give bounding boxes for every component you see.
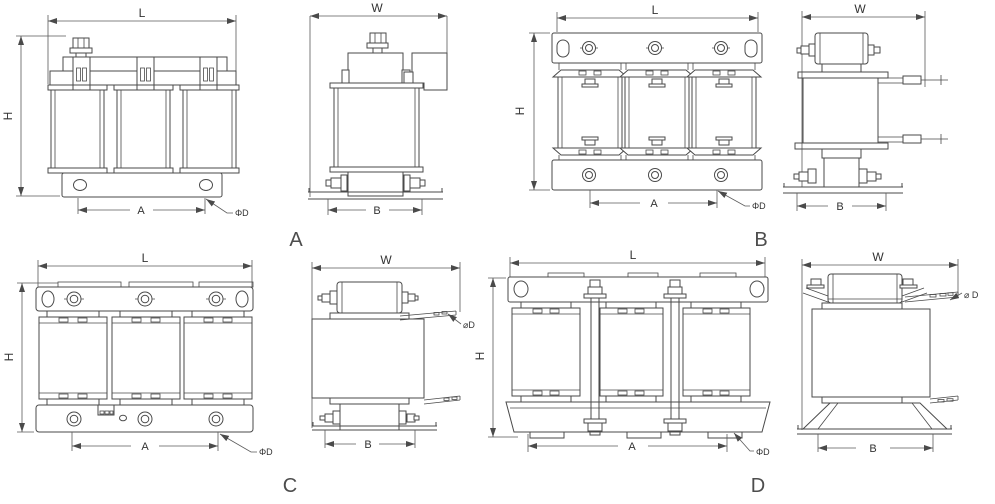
hole-diameter-label: ⌀D [463, 320, 475, 330]
hole-diameter-callout [206, 199, 249, 218]
dim-label-hole-spacing: A [141, 441, 149, 453]
group-label-c: C [282, 475, 298, 497]
dim-label-foot-spacing: B [869, 443, 877, 455]
coil-3 [687, 63, 761, 160]
terminal-box [342, 53, 447, 90]
dim-label-length: L [138, 6, 146, 20]
bracket-hole-diameter-callout [448, 314, 475, 330]
drawing-a-front-view [1, 6, 249, 218]
dim-label-length: L [651, 3, 659, 17]
top-coil-side [318, 282, 418, 313]
coil-2 [112, 311, 180, 405]
bottom-clamp [794, 149, 881, 187]
hole-diameter-label: ΦD [756, 447, 770, 457]
wire-terminals [878, 75, 948, 144]
dim-label-length: L [629, 248, 637, 262]
bottom-mounting-bracket [930, 396, 958, 403]
top-clamp-bar [508, 273, 768, 302]
base-skirt [797, 403, 952, 434]
mounting-base [62, 173, 222, 197]
dim-label-width: W [872, 250, 884, 264]
top-coil-side [803, 274, 927, 303]
height-dimension [513, 33, 550, 190]
coil-3 [184, 311, 252, 405]
dim-label-foot-spacing: B [836, 201, 844, 213]
hole-spacing-dimension [78, 198, 205, 217]
foot-spacing-dimension [818, 434, 933, 455]
hole-diameter-label: ΦD [259, 447, 273, 457]
coil-1 [39, 311, 107, 405]
hole-diameter-label: ΦD [235, 208, 249, 218]
dim-label-width: W [380, 253, 392, 267]
dim-label-hole-spacing: A [137, 205, 145, 217]
dim-label-hole-spacing: A [628, 441, 636, 453]
coil-windings [48, 85, 239, 173]
hole-diameter-callout [718, 191, 766, 211]
coil-2 [600, 302, 663, 402]
dim-label-width: W [371, 1, 383, 15]
dim-label-hole-spacing: A [650, 198, 658, 210]
hole-spacing-dimension [590, 190, 717, 210]
coil-body [312, 313, 424, 404]
foot-spacing-dimension [328, 199, 422, 217]
hole-diameter-label: ⌀ D [964, 290, 979, 300]
width-dimension [310, 1, 447, 197]
width-dimension [312, 253, 460, 428]
coil-body [812, 303, 930, 403]
drawing-c-side-view [312, 253, 475, 451]
top-coil-side [797, 33, 880, 72]
foot-spacing-dimension [325, 430, 415, 451]
coil-2 [620, 63, 694, 160]
top-clamp-bar [552, 33, 762, 63]
terminal-bolt [367, 33, 388, 53]
drawing-b-side-view [783, 2, 948, 213]
width-dimension [802, 2, 925, 187]
tie-rod-1 [584, 280, 606, 435]
terminal-bolt [70, 38, 92, 57]
mounting-feet [312, 422, 437, 430]
drawing-a-side-view [308, 1, 447, 217]
group-label-b: B [754, 229, 768, 251]
coil-3 [683, 302, 750, 402]
bottom-clamp-bar [552, 160, 762, 190]
drawing-b-front-view [513, 3, 766, 211]
drawing-d-side-view [797, 250, 979, 455]
drawing-c-front-view [2, 251, 273, 457]
coil-body [795, 72, 888, 149]
coil-1 [553, 63, 627, 160]
dim-label-height: H [513, 106, 527, 116]
group-label-d: D [750, 475, 766, 497]
hole-diameter-label: ΦD [752, 201, 766, 211]
coil-body [330, 83, 423, 172]
length-dimension [557, 3, 758, 32]
bracket-hole-diameter-callout [950, 290, 979, 300]
top-clamp-bar [36, 282, 253, 311]
dim-label-foot-spacing: B [373, 205, 381, 217]
group-label-a: A [289, 229, 303, 251]
mounting-feet [783, 183, 903, 193]
bottom-base-bar [506, 402, 770, 438]
foot-spacing-dimension [797, 193, 886, 213]
dim-label-foot-spacing: B [364, 439, 372, 451]
bottom-mounting-bracket [424, 396, 460, 404]
hole-diameter-callout [220, 434, 273, 457]
bottom-clamp-bar [36, 405, 253, 432]
dim-label-height: H [2, 352, 16, 362]
dim-label-width: W [854, 2, 866, 16]
drawing-d-front-view [473, 248, 770, 457]
top-mounting-bracket [905, 292, 958, 302]
hole-spacing-dimension [72, 432, 218, 453]
dim-label-length: L [141, 251, 149, 265]
dim-label-height: H [1, 111, 15, 121]
dim-label-height: H [473, 351, 487, 361]
coil-1 [512, 302, 580, 402]
height-dimension [1, 36, 66, 196]
mounting-feet [308, 188, 443, 199]
